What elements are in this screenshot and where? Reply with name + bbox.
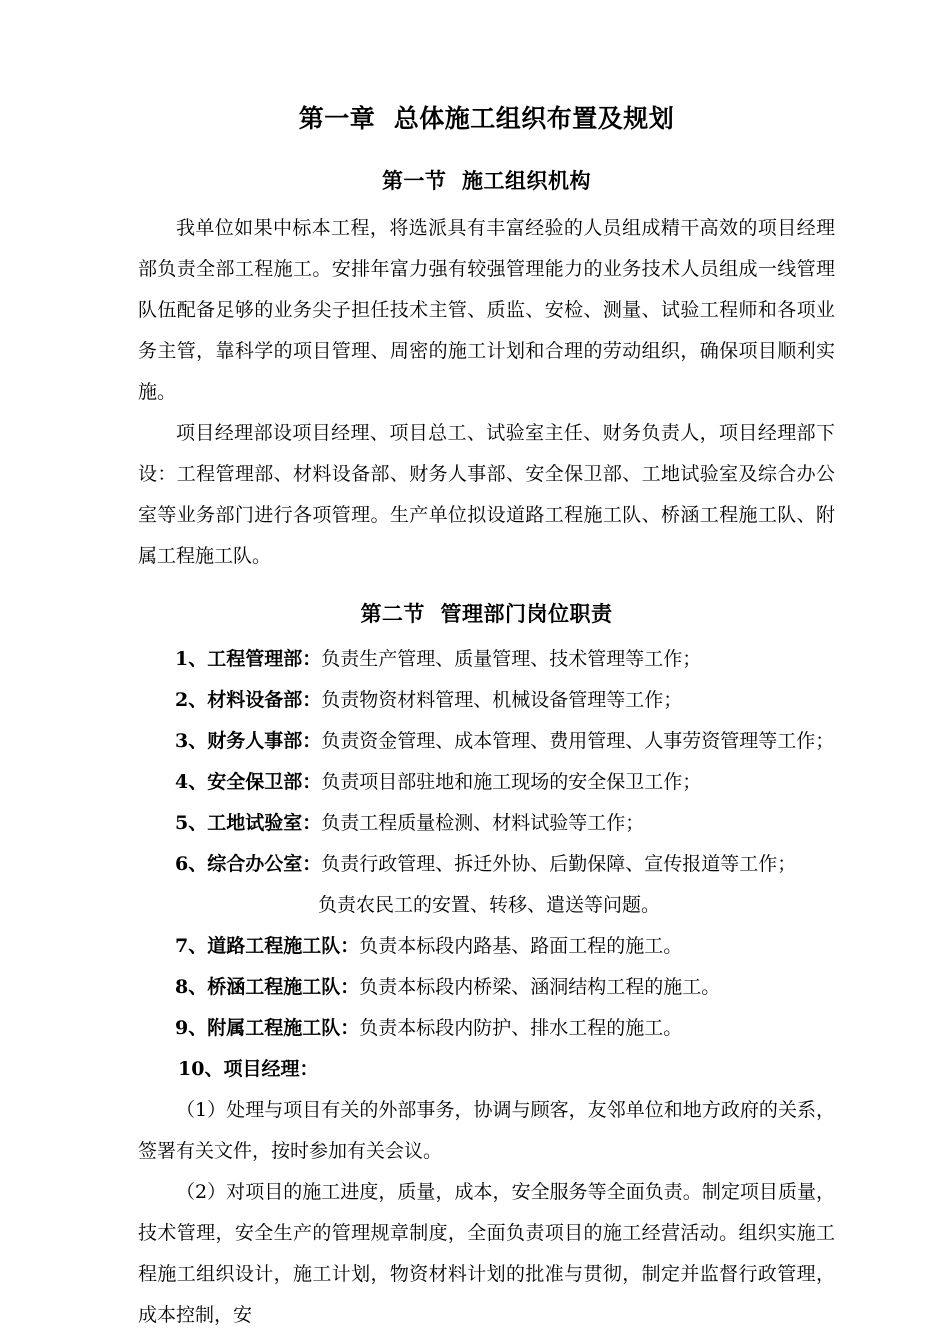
duty-description: 负责资金管理、成本管理、费用管理、人事劳资管理等工作； — [321, 730, 835, 752]
team-description: 负责本标段内桥梁、涵洞结构工程的施工。 — [359, 976, 721, 998]
duty-label: 4、安全保卫部： — [175, 771, 322, 793]
item-ten-sub-paragraph-1: （1）处理与项目有关的外部事务，协调与顾客，友邻单位和地方政府的关系，签署有关文件，按时参加有关会议。 — [138, 1099, 835, 1162]
list-item — [138, 762, 835, 803]
duty-description: 负责物资材料管理、机械设备管理等工作； — [321, 689, 683, 711]
chapter-title: 第一章 总体施工组织布置及规划 — [298, 104, 675, 133]
paragraph-organization-staffing: 我单位如果中标本工程，将选派具有丰富经验的人员组成精干高效的项目经理部负责全部工程施工。安排年富力强有较强管理能力的业务技术人员组成一线管理队伍配备足够的业务尖子担任技术主管、质监、安检、测量、试验工程师和各项业务主管，靠科学的项目管理、周密的施工计划和合理的劳动组织，确保项目顺利实施。 — [138, 217, 835, 403]
duty-six-continuation: 负责农民工的安置、转移、遣送等问题。 — [318, 894, 661, 916]
duty-label: 3、财务人事部： — [175, 730, 322, 752]
team-description: 负责本标段内防护、排水工程的施工。 — [359, 1017, 683, 1039]
duty-label: 6、综合办公室： — [175, 853, 322, 875]
list-item — [138, 639, 835, 680]
list-item — [138, 967, 835, 1008]
list-item — [138, 721, 835, 762]
section-two-title: 第二节 管理部门岗位职责 — [360, 601, 613, 626]
duty-description: 负责生产管理、质量管理、技术管理等工作； — [321, 648, 702, 670]
paragraph-department-structure: 项目经理部设项目经理、项目总工、试验室主任、财务负责人，项目经理部下设：工程管理部、材料设备部、财务人事部、安全保卫部、工地试验室及综合办公室等业务部门进行各项管理。生产单位拟设道路工程施工队、桥涵工程施工队、附属工程施工队。 — [138, 422, 835, 567]
duty-description: 负责项目部驻地和施工现场的安全保卫工作； — [321, 771, 702, 793]
duties-list — [138, 639, 835, 885]
duty-description: 负责工程质量检测、材料试验等工作； — [321, 812, 645, 834]
list-item — [138, 803, 835, 844]
duty-label: 1、工程管理部： — [175, 648, 322, 670]
section-one-title: 第一节 施工组织机构 — [381, 168, 592, 193]
list-item — [138, 844, 835, 885]
document-content — [138, 98, 835, 1336]
item-ten-heading: 10、项目经理： — [178, 1058, 319, 1080]
team-label: 8、桥涵工程施工队： — [175, 976, 360, 998]
team-duties-list — [138, 926, 835, 1049]
team-description: 负责本标段内路基、路面工程的施工。 — [359, 935, 683, 957]
list-item — [138, 680, 835, 721]
item-ten-sub-paragraph-2: （2）对项目的施工进度，质量，成本，安全服务等全面负责。制定项目质量，技术管理，安全生产的管理规章制度，全面负责项目的施工经营活动。组织实施工程施工组织设计，施工计划，物资材料计划的批准与贯彻，制定并监督行政管理，成本控制，安 — [138, 1181, 835, 1326]
duty-label: 2、材料设备部： — [175, 689, 322, 711]
team-label: 7、道路工程施工队： — [175, 935, 360, 957]
duty-label: 5、工地试验室： — [175, 812, 322, 834]
team-label: 9、附属工程施工队： — [175, 1017, 360, 1039]
duty-description: 负责行政管理、拆迁外协、后勤保障、宣传报道等工作； — [321, 853, 797, 875]
list-item — [138, 1008, 835, 1049]
list-item — [138, 926, 835, 967]
